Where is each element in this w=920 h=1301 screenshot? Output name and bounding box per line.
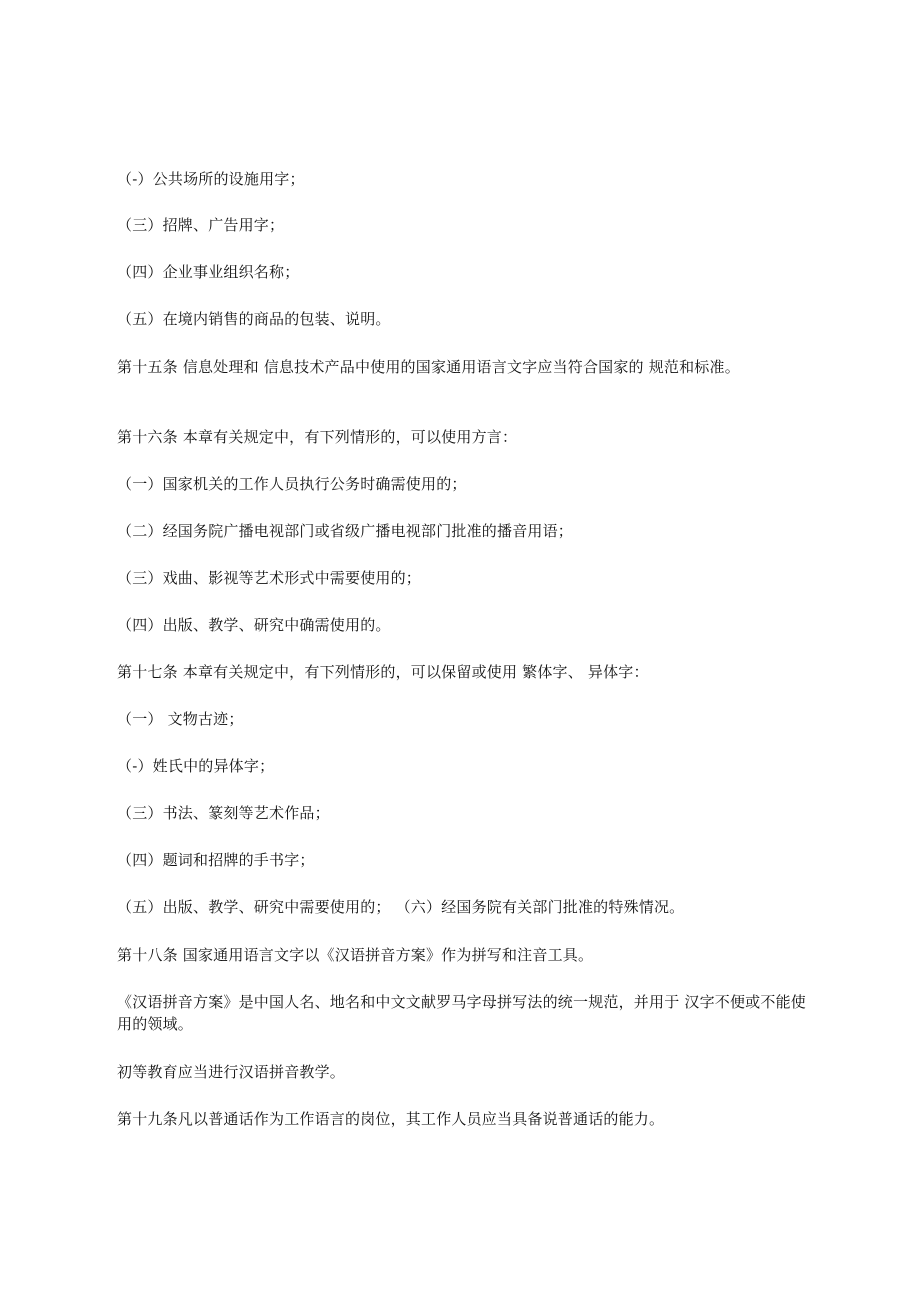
paragraph-item-17-2: （-）姓氏中的异体字；: [117, 757, 275, 775]
paragraph-item-3: （三）招牌、广告用字；: [117, 216, 285, 234]
paragraph-article-18: 第十八条 国家通用语言文字以《汉语拼音方案》作为拼写和注音工具。: [117, 946, 594, 964]
paragraph-item-17-4: （四）题词和招牌的手书字；: [117, 851, 315, 869]
paragraph-item-16-3: （三）戏曲、影视等艺术形式中需要使用的；: [117, 569, 422, 587]
paragraph-item-4: （四）企业事业组织名称；: [117, 263, 300, 281]
paragraph-item-16-1: （一）国家机关的工作人员执行公务时确需使用的；: [117, 475, 467, 493]
paragraph-item-17-5-6: （五）出版、教学、研究中需要使用的； （六）经国务院有关部门批准的特殊情况。: [117, 898, 685, 916]
paragraph-article-17: 第十七条 本章有关规定中，有下列情形的，可以保留或使用 繁体字、 异体字：: [117, 663, 649, 681]
paragraph-article-15: 第十五条 信息处理和 信息技术产品中使用的国家通用语言文字应当符合国家的 规范和标准。: [117, 358, 740, 376]
paragraph-article-16: 第十六条 本章有关规定中，有下列情形的，可以使用方言：: [117, 428, 518, 446]
paragraph-item-1: （-）公共场所的设施用字；: [117, 170, 305, 188]
paragraph-item-16-2: （二）经国务院广播电视部门或省级广播电视部门批准的播音用语；: [117, 522, 574, 540]
paragraph-item-17-3: （三）书法、篆刻等艺术作品；: [117, 804, 330, 822]
paragraph-pinyin-scheme: 《汉语拼音方案》是中国人名、地名和中文文献罗马字母拼写法的统一规范，并用于 汉字不便或不能使用的领域。: [117, 993, 806, 1033]
paragraph-item-5: （五）在境内销售的商品的包装、说明。: [117, 310, 391, 328]
paragraph-article-19: 第十九条凡以普通话作为工作语言的岗位，其工作人员应当具备说普通话的能力。: [117, 1110, 665, 1128]
paragraph-item-17-1: （一） 文物古迹；: [117, 710, 244, 728]
paragraph-primary-education: 初等教育应当进行汉语拼音教学。: [117, 1063, 346, 1081]
paragraph-item-16-4: （四）出版、教学、研究中确需使用的。: [117, 616, 391, 634]
